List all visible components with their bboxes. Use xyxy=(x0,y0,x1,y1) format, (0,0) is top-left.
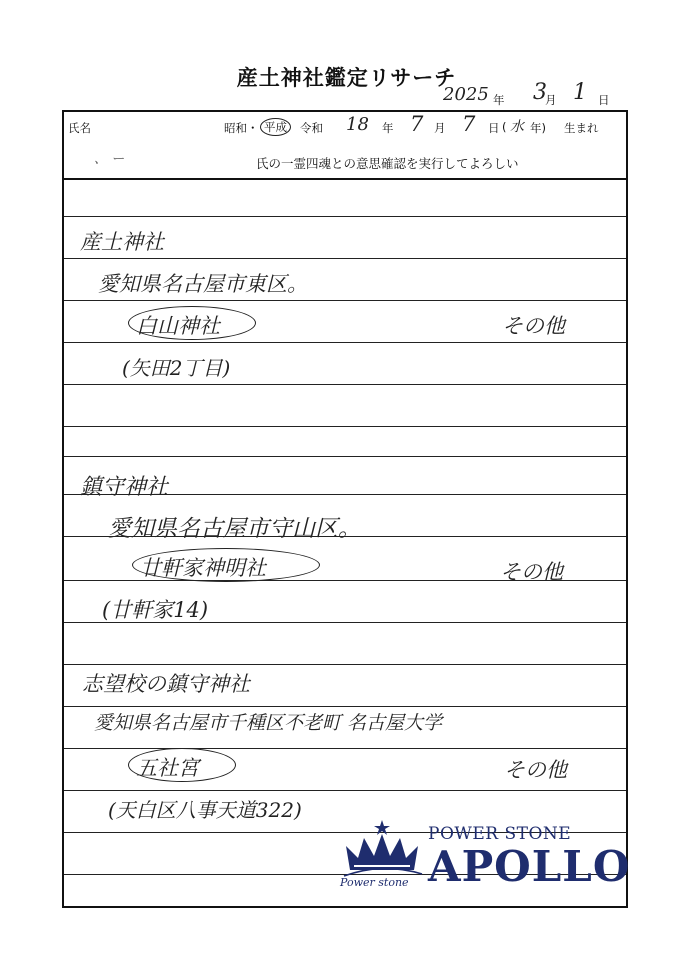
birth-year: 18 xyxy=(346,114,369,135)
date-month-unit: 月 xyxy=(545,93,557,107)
ruled-line xyxy=(64,426,626,427)
ruled-line xyxy=(64,790,626,791)
logo-main-text: APOLLO xyxy=(428,842,631,891)
era-showa: 昭和・ xyxy=(224,121,259,135)
ruled-line xyxy=(64,258,626,259)
entry-1-address: (矢田2丁目) xyxy=(122,356,231,380)
birth-month: 7 xyxy=(410,112,424,136)
weekday-unit: 年) xyxy=(530,121,546,135)
name-value: 、 ー xyxy=(94,152,125,167)
entry-3-location: 愛知県名古屋市千種区不老町 名古屋大学 xyxy=(94,712,443,734)
confirmation-text: 氏の一霊四魂との意思確認を実行してよろしい xyxy=(256,156,519,171)
ruled-line xyxy=(64,748,626,749)
entry-1-category: 産土神社 xyxy=(80,230,164,254)
ruled-line xyxy=(64,664,626,665)
ruled-line xyxy=(64,706,626,707)
logo-sub-text: Power stone xyxy=(340,876,409,889)
ruled-line xyxy=(64,384,626,385)
entry-3-shrine: 五社宮 xyxy=(136,756,199,780)
weekday-paren: ( xyxy=(502,120,507,134)
era-heisei xyxy=(260,118,291,136)
crown-icon xyxy=(336,818,428,880)
logo-top-text: POWER STONE xyxy=(428,824,572,844)
ruled-line xyxy=(64,342,626,343)
entry-1-shrine: 白山神社 xyxy=(136,314,220,338)
entry-2-category: 鎮守神社 xyxy=(80,475,169,500)
entry-2-address: (廿軒家14) xyxy=(102,598,209,622)
date-year-unit: 年 xyxy=(493,93,505,107)
ruled-line xyxy=(64,216,626,217)
apollo-logo xyxy=(332,818,631,898)
name-label: 氏名 xyxy=(68,121,91,135)
birth-day-unit: 日 xyxy=(488,121,500,135)
birth-year-unit: 年 xyxy=(382,121,394,135)
entry-1-other: その他 xyxy=(502,314,565,338)
entry-2-shrine: 廿軒家神明社 xyxy=(140,556,266,580)
birth-month-unit: 月 xyxy=(434,121,446,135)
entry-2-location: 愛知県名古屋市守山区。 xyxy=(108,516,361,542)
entry-3-category: 志望校の鎮守神社 xyxy=(82,672,250,696)
entry-1-location: 愛知県名古屋市東区。 xyxy=(98,272,308,296)
date-day: 1 xyxy=(573,80,587,105)
date-year: 2025 xyxy=(443,84,489,105)
entry-3-address: (天白区八事天道322) xyxy=(108,798,302,822)
page-title: 産土神社鑑定リサーチ xyxy=(236,66,457,90)
ruled-line xyxy=(64,456,626,457)
born-suffix: 生まれ xyxy=(564,121,599,135)
era-heisei-circle: 平成 xyxy=(260,118,291,136)
birth-day: 7 xyxy=(462,112,476,136)
entry-3-other: その他 xyxy=(504,758,567,782)
date-day-unit: 日 xyxy=(598,93,610,107)
era-reiwa: 令和 xyxy=(300,121,323,135)
header-divider xyxy=(64,178,626,180)
entry-2-other: その他 xyxy=(500,560,563,584)
research-form xyxy=(62,110,631,908)
date-month: 3 xyxy=(533,80,547,105)
birth-weekday: 水 xyxy=(510,119,524,135)
ruled-line xyxy=(64,300,626,301)
